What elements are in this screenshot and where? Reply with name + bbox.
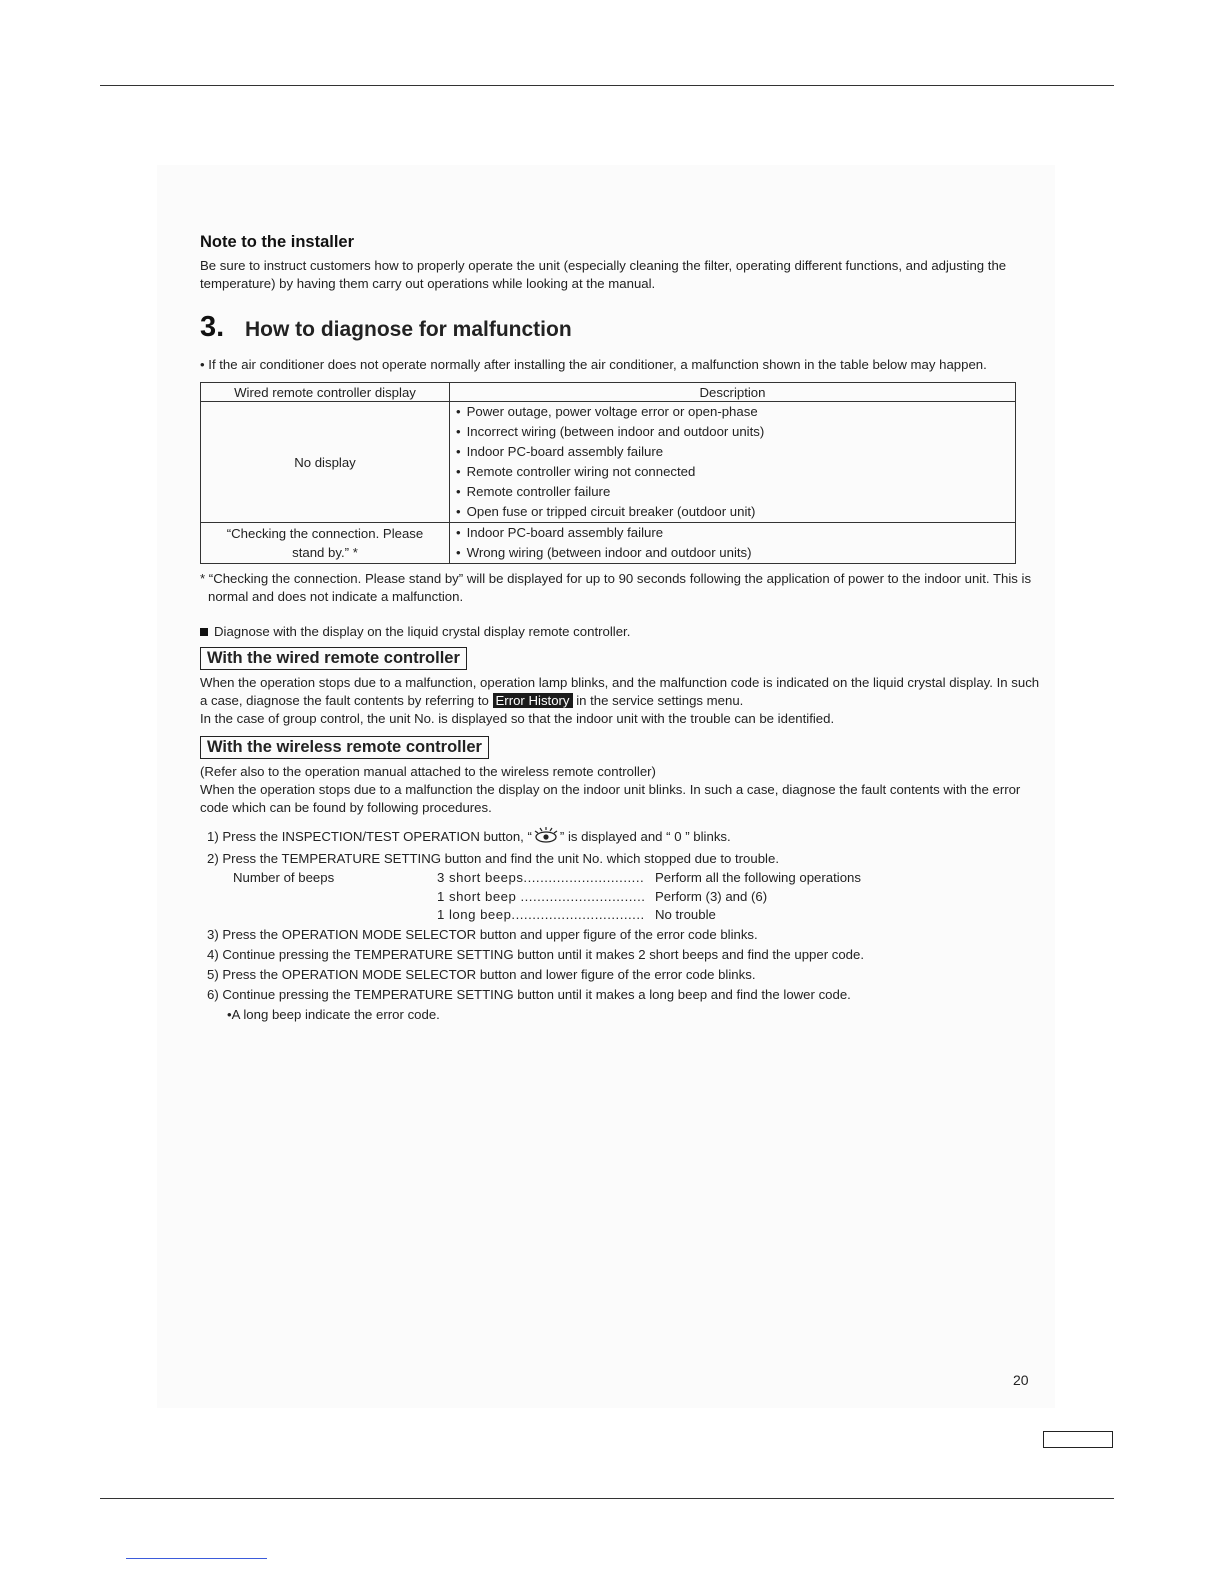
section-title: How to diagnose for malfunction (245, 318, 572, 341)
table-header-row (201, 383, 1016, 402)
wired-text (200, 674, 1040, 728)
wired-text-2: in the service settings menu. (576, 693, 744, 708)
wireless-line-1: (Refer also to the operation manual attached to the wireless remote controller) (200, 764, 656, 779)
list-item: • Indoor PC-board assembly failure (456, 442, 1009, 462)
long-beep-note: •A long beep indicate the error code. (227, 1006, 440, 1022)
list-item: • Power outage, power voltage error or open-phase (456, 402, 1009, 422)
footer-link-underline[interactable] (126, 1558, 267, 1559)
step-4: 4) Continue pressing the TEMPERATURE SETTING button until it makes 2 short beeps and find the upper code. (207, 946, 865, 962)
table-header-description: Description (450, 383, 1016, 402)
section-intro: • If the air conditioner does not operate normally after installing the air conditioner, a malfunction shown in the table below may happen. (200, 357, 987, 372)
step-1-text-b: ” is displayed and “ 0 ” blinks. (559, 829, 731, 844)
step-1-text-a: 1) Press the INSPECTION/TEST OPERATION button, “ (207, 829, 532, 844)
table-row (201, 523, 1016, 564)
table-header-display: Wired remote controller display (201, 383, 450, 402)
beeps-table (233, 869, 1040, 925)
table-cell-display: “Checking the connection. Please stand by.” * (201, 523, 450, 564)
diagnose-line (200, 624, 1040, 639)
procedure-steps-continued (207, 925, 1040, 1005)
table-footnote: * “Checking the connection. Please stand by” will be displayed for up to 90 seconds following the application of power to the indoor unit. This is normal and does not indicate a malfunction. (200, 571, 1032, 604)
list-item: • Incorrect wiring (between indoor and outdoor units) (456, 422, 1009, 442)
wired-text-3: In the case of group control, the unit No. is displayed so that the indoor unit with the trouble can be identified. (200, 711, 835, 726)
note-text: Be sure to instruct customers how to properly operate the unit (especially cleaning the filter, operating different functions, and adjusting the temperature) by having them carry out operations while looking at the manual. (200, 258, 1007, 291)
diagnosis-table (200, 382, 1016, 564)
note-title: Note to the installer (200, 233, 355, 251)
footer-rule (100, 1498, 1114, 1499)
step-5: 5) Press the OPERATION MODE SELECTOR button and lower figure of the error code blinks. (207, 966, 756, 982)
beep-result: No trouble (655, 907, 716, 922)
section-number: 3. (200, 311, 225, 343)
step-2: 2) Press the TEMPERATURE SETTING button and find the unit No. which stopped due to trouble. (207, 851, 779, 866)
beep-result: Perform (3) and (6) (655, 888, 768, 904)
table-cell-description (450, 402, 1016, 523)
section-heading (200, 311, 1040, 344)
square-icon (200, 628, 208, 636)
table-cell-description (450, 523, 1016, 564)
list-item: • Wrong wiring (between indoor and outdoor units) (456, 543, 1009, 563)
beep-kind: 1 long beep................................ (437, 907, 645, 922)
wired-heading: With the wired remote controller (200, 647, 467, 670)
error-history-highlight: Error History (493, 693, 573, 708)
wireless-heading: With the wireless remote controller (200, 736, 489, 759)
step-1 (207, 827, 1040, 849)
list-item: • Indoor PC-board assembly failure (456, 523, 1009, 543)
footer-box (1043, 1431, 1113, 1448)
list-item: • Open fuse or tripped circuit breaker (outdoor unit) (456, 502, 1009, 522)
list-item: • Remote controller failure (456, 482, 1009, 502)
beep-kind: 1 short beep .............................. (437, 888, 646, 904)
wireless-line-2: When the operation stops due to a malfunction the display on the indoor unit blinks. In such a case, diagnose the fault contents with the error code which can be found by following procedures. (200, 782, 1021, 815)
header-rule (100, 85, 1114, 86)
step-3: 3) Press the OPERATION MODE SELECTOR button and upper figure of the error code blinks. (207, 926, 758, 942)
diagnose-text: Diagnose with the display on the liquid crystal display remote controller. (214, 624, 631, 639)
procedure-steps (207, 827, 1040, 869)
beep-kind: 3 short beeps............................. (437, 870, 645, 885)
table-row (201, 402, 1016, 523)
page-content (200, 233, 1040, 1025)
step-6: 6) Continue pressing the TEMPERATURE SETTING button until it makes a long beep and find the lower code. (207, 986, 851, 1002)
list-item: • Remote controller wiring not connected (456, 462, 1009, 482)
page-number: 20 (1013, 1372, 1029, 1388)
eye-icon (532, 827, 560, 849)
beeps-label: Number of beeps (233, 870, 335, 885)
beep-result: Perform all the following operations (655, 870, 861, 885)
wired-text-1: When the operation stops due to a malfunction, operation lamp blinks, and the malfunction code is indicated on the liquid crystal display. In such a case, diagnose the fault contents by referring to (200, 675, 1040, 708)
table-cell-display: No display (201, 402, 450, 523)
